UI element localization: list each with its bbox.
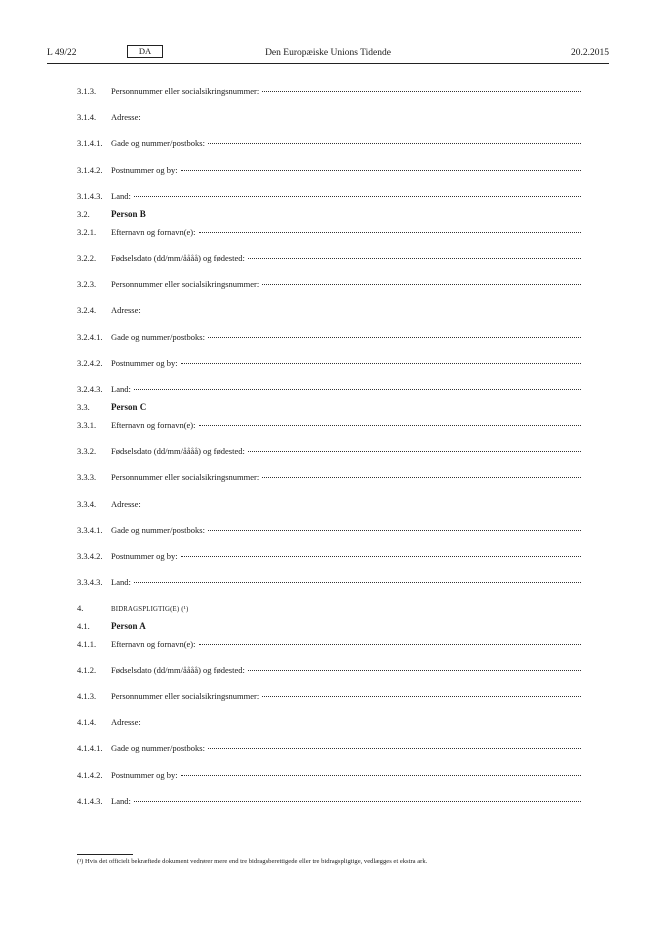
field-label: Fødselsdato (dd/mm/åååå) og fødested: (111, 253, 245, 264)
form-row (77, 577, 581, 590)
fill-in-line[interactable] (181, 555, 581, 557)
field-label: Postnummer og by: (111, 551, 178, 561)
fill-in-line[interactable] (134, 195, 581, 197)
section-number: 3.3.3. (77, 472, 97, 483)
section-number: 3.3.1. (77, 420, 97, 431)
form-row (77, 525, 581, 538)
section-number: 3.2.3. (77, 279, 97, 290)
section-number: 3.1.3. (77, 86, 97, 96)
field-label: Personnummer eller socialsikringsnummer: (111, 86, 260, 96)
section-heading: Person B (111, 209, 146, 220)
fill-in-line[interactable] (134, 388, 581, 390)
field-label: Adresse: (111, 305, 141, 316)
fill-in-line[interactable] (208, 747, 581, 749)
form-row (77, 603, 581, 616)
form-row (77, 138, 581, 151)
section-number: 3.2.4.2. (77, 357, 103, 368)
publication-date: 20.2.2015 (571, 48, 609, 58)
form-row (77, 796, 581, 809)
field-label: Land: (111, 577, 131, 588)
field-label: Efternavn og fornavn(e): (111, 638, 196, 649)
form-row (77, 717, 581, 730)
fill-in-line[interactable] (199, 643, 582, 645)
section-number: 3.3.4.2. (77, 551, 103, 561)
fill-in-line[interactable] (262, 695, 581, 697)
form-row (77, 165, 581, 178)
field-label: Personnummer eller socialsikringsnummer: (111, 279, 260, 290)
field-label: Personnummer eller socialsikringsnummer: (111, 690, 260, 701)
section-number: 3.2.1. (77, 226, 97, 237)
section-number: 3.2.4.1. (77, 331, 103, 342)
field-label: Land: (111, 795, 131, 806)
fill-in-line[interactable] (262, 283, 581, 285)
section-number: 3.1.4.3. (77, 190, 103, 201)
fill-in-line[interactable] (248, 450, 581, 452)
page-header (47, 44, 609, 62)
section-number: 3.2. (77, 209, 90, 220)
form-row (77, 446, 581, 459)
fill-in-line[interactable] (199, 424, 582, 426)
fill-in-line[interactable] (181, 169, 581, 171)
field-label: Adresse: (111, 498, 141, 509)
field-label: Gade og nummer/postboks: (111, 138, 205, 149)
form-row (77, 639, 581, 652)
field-label: Postnummer og by: (111, 769, 178, 780)
form-row (77, 499, 581, 512)
field-label: Efternavn og fornavn(e): (111, 226, 196, 237)
section-number: 4.1.2. (77, 664, 97, 675)
fill-in-line[interactable] (208, 336, 581, 338)
section-number: 3.1.4.2. (77, 164, 103, 175)
field-label: Gade og nummer/postboks: (111, 743, 205, 754)
fill-in-line[interactable] (208, 142, 581, 144)
section-number: 3.3. (77, 402, 90, 413)
section-number: 4.1.1. (77, 638, 97, 649)
fill-in-line[interactable] (262, 476, 581, 478)
section-number: 3.2.4. (77, 305, 97, 316)
field-label: Gade og nummer/postboks: (111, 524, 205, 535)
page-reference: L 49/22 (47, 48, 77, 58)
form-row (77, 621, 581, 634)
field-label: Adresse: (111, 112, 141, 123)
section-number: 4.1. (77, 620, 90, 631)
field-label: Postnummer og by: (111, 164, 178, 175)
section-number: 3.2.4.3. (77, 383, 103, 394)
section-number: 3.1.4.1. (77, 138, 103, 149)
form-row (77, 279, 581, 292)
section-number: 4.1.4.2. (77, 769, 103, 780)
section-heading: Person C (111, 402, 147, 413)
form-row (77, 402, 581, 415)
form-row (77, 209, 581, 222)
language-badge: DA (127, 45, 163, 58)
section-number: 3.3.4.1. (77, 524, 103, 535)
form-row (77, 305, 581, 318)
section-number: 3.3.4. (77, 498, 97, 509)
form-row (77, 332, 581, 345)
fill-in-line[interactable] (134, 581, 581, 583)
form-row (77, 227, 581, 240)
form-row (77, 191, 581, 204)
form-row (77, 420, 581, 433)
form-row (77, 86, 581, 99)
form-row (77, 384, 581, 397)
field-label: Land: (111, 383, 131, 394)
fill-in-line[interactable] (181, 774, 581, 776)
field-label: Land: (111, 190, 131, 201)
section-number: 3.2.2. (77, 253, 97, 264)
section-number: 3.1.4. (77, 112, 97, 123)
fill-in-line[interactable] (208, 529, 581, 531)
form-row (77, 743, 581, 756)
form-row (77, 358, 581, 371)
form-row (77, 665, 581, 678)
section-number: 4.1.4.3. (77, 795, 103, 806)
fill-in-line[interactable] (181, 362, 581, 364)
header-divider (47, 63, 609, 64)
fill-in-line[interactable] (248, 257, 581, 259)
fill-in-line[interactable] (134, 800, 581, 802)
journal-title: Den Europæiske Unions Tidende (265, 48, 391, 58)
field-label: Fødselsdato (dd/mm/åååå) og fødested: (111, 446, 245, 457)
form-row (77, 472, 581, 485)
section-number: 4. (77, 603, 84, 614)
form-row (77, 770, 581, 783)
field-label: BIDRAGSPLIGTIG(E) (¹) (111, 606, 189, 614)
fill-in-line[interactable] (199, 231, 582, 233)
section-number: 4.1.3. (77, 690, 97, 701)
field-label: Adresse: (111, 717, 141, 728)
form-row (77, 112, 581, 125)
field-label: Fødselsdato (dd/mm/åååå) og fødested: (111, 664, 245, 675)
field-label: Postnummer og by: (111, 357, 178, 368)
footnote: (¹) Hvis det officielt bekræftede dokument vedrører mere end tre bidragsberettigede eller tre bidragspligtige, vedlægges et ekstra ark. (77, 858, 428, 865)
field-label: Personnummer eller socialsikringsnummer: (111, 472, 260, 483)
form-row (77, 691, 581, 704)
section-number: 3.3.4.3. (77, 577, 103, 588)
section-number: 4.1.4. (77, 717, 97, 728)
form-row (77, 253, 581, 266)
fill-in-line[interactable] (262, 90, 581, 92)
footnote-divider (77, 854, 133, 855)
form-body (77, 86, 581, 822)
field-label: Gade og nummer/postboks: (111, 331, 205, 342)
field-label: Efternavn og fornavn(e): (111, 420, 196, 431)
section-number: 3.3.2. (77, 446, 97, 457)
form-row (77, 551, 581, 564)
section-number: 4.1.4.1. (77, 743, 103, 754)
fill-in-line[interactable] (248, 669, 581, 671)
section-heading: Person A (111, 620, 146, 631)
